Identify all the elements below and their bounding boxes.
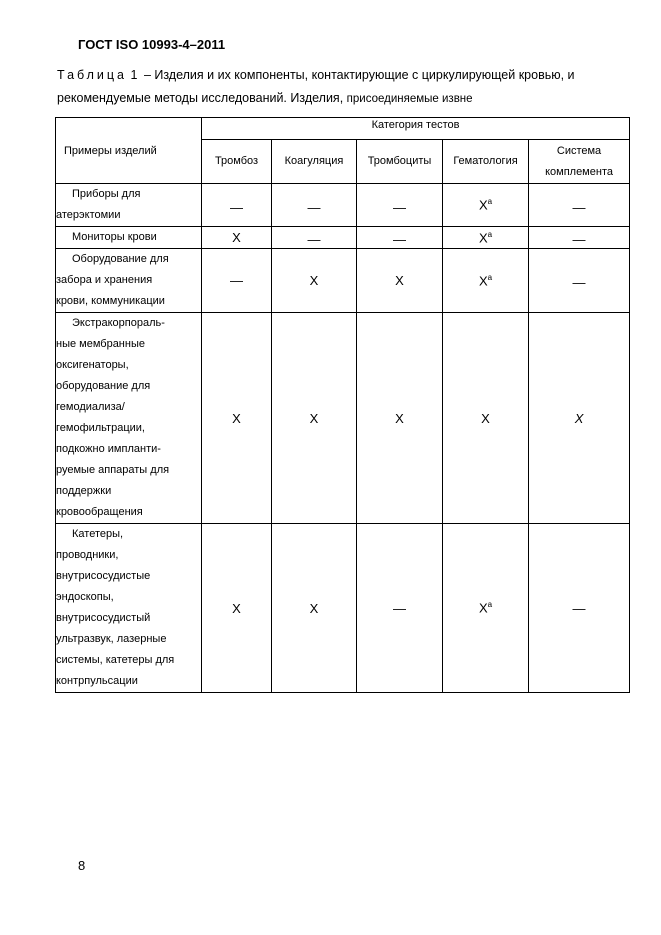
cell-coagulation: — (272, 227, 357, 249)
footnote-marker: а (487, 600, 493, 610)
cell-platelets: X (357, 249, 443, 313)
cell-complement: — (529, 524, 630, 693)
cell-coagulation: X (272, 249, 357, 313)
cell-platelets: — (357, 524, 443, 693)
cell-coagulation: X (272, 524, 357, 693)
example-line: эндоскопы, (56, 591, 114, 603)
column-header-coagulation: Коагуляция (272, 140, 357, 184)
cell-hematology: X (443, 313, 529, 524)
hematology-value: X (478, 273, 488, 289)
example-cell (56, 249, 202, 313)
example-line: атерэктомии (56, 209, 121, 221)
example-line: внутрисосудистый (56, 612, 151, 624)
cell-complement: — (529, 227, 630, 249)
example-line: оксигенаторы, (56, 359, 129, 371)
caption-text-small: присоединяемые извне (346, 93, 473, 105)
footnote-marker: а (487, 272, 493, 282)
example-line: подкожно импланти- (56, 443, 161, 455)
table-row (56, 227, 630, 249)
cell-coagulation: — (272, 184, 357, 227)
complement-line-2: комплемента (545, 165, 613, 178)
column-header-platelets: Тромбоциты (357, 140, 443, 184)
table-row (56, 524, 630, 693)
example-cell (56, 184, 202, 227)
caption-label: Таблица (57, 68, 128, 82)
cell-thrombosis: X (202, 227, 272, 249)
column-header-examples: Примеры изделий (56, 118, 202, 184)
example-line: оборудование для (56, 380, 151, 392)
footnote-marker: а (487, 197, 493, 207)
cell-hematology (443, 184, 529, 227)
example-line: Мониторы крови (72, 231, 157, 243)
example-line: контрпульсации (56, 675, 138, 687)
caption-number: 1 (130, 68, 141, 82)
example-line: руемые аппараты для (56, 464, 170, 476)
example-line: поддержки (56, 485, 112, 497)
column-header-thrombosis: Тромбоз (202, 140, 272, 184)
caption-text: – Изделия и их компоненты, контактирующие с циркулирующей кровью, и рекомендуемые методы исследований. Изделия, (57, 68, 575, 105)
cell-thrombosis: — (202, 184, 272, 227)
hematology-value: X (478, 230, 488, 246)
document-header: ГОСТ ISO 10993-4–2011 (78, 37, 226, 52)
cell-platelets: — (357, 227, 443, 249)
cell-hematology (443, 524, 529, 693)
example-line: проводники, (56, 549, 119, 561)
complement-line-1: Система (556, 144, 602, 157)
cell-complement: — (529, 249, 630, 313)
cell-hematology (443, 249, 529, 313)
example-line: гемодиализа/ (56, 401, 125, 413)
example-line: ультразвук, лазерные (56, 633, 167, 645)
example-cell (56, 524, 202, 693)
table-row (56, 184, 630, 227)
example-line: Экстракорпораль- (72, 317, 165, 329)
example-line: Оборудование для (72, 253, 169, 265)
example-line: гемофильтрации, (56, 422, 145, 434)
cell-thrombosis: X (202, 313, 272, 524)
cell-platelets: X (357, 313, 443, 524)
example-line: крови, коммуникации (56, 295, 165, 307)
example-line: внутрисосудистые (56, 570, 151, 582)
cell-coagulation: X (272, 313, 357, 524)
example-line: забора и хранения (56, 274, 153, 286)
hematology-value: X (478, 197, 488, 213)
cell-hematology (443, 227, 529, 249)
column-header-hematology: Гематология (443, 140, 529, 184)
hematology-value: X (478, 600, 488, 616)
column-header-complement (529, 140, 630, 184)
table-row (56, 249, 630, 313)
example-line: системы, катетеры для (56, 654, 175, 666)
test-category-table (55, 117, 630, 693)
example-line: кровообращения (56, 506, 143, 518)
example-line: ные мембранные (56, 338, 145, 350)
cell-thrombosis: — (202, 249, 272, 313)
cell-complement: — (529, 184, 630, 227)
cell-thrombosis: X (202, 524, 272, 693)
table-row (56, 313, 630, 524)
example-cell (56, 227, 202, 249)
example-line: Приборы для (72, 188, 141, 200)
page-number: 8 (78, 858, 86, 873)
example-line: Катетеры, (72, 528, 124, 540)
cell-complement: X (529, 313, 630, 524)
example-cell (56, 313, 202, 524)
table-caption (57, 64, 637, 111)
column-header-category: Категория тестов (202, 118, 630, 140)
cell-platelets: — (357, 184, 443, 227)
footnote-marker: а (487, 229, 493, 239)
